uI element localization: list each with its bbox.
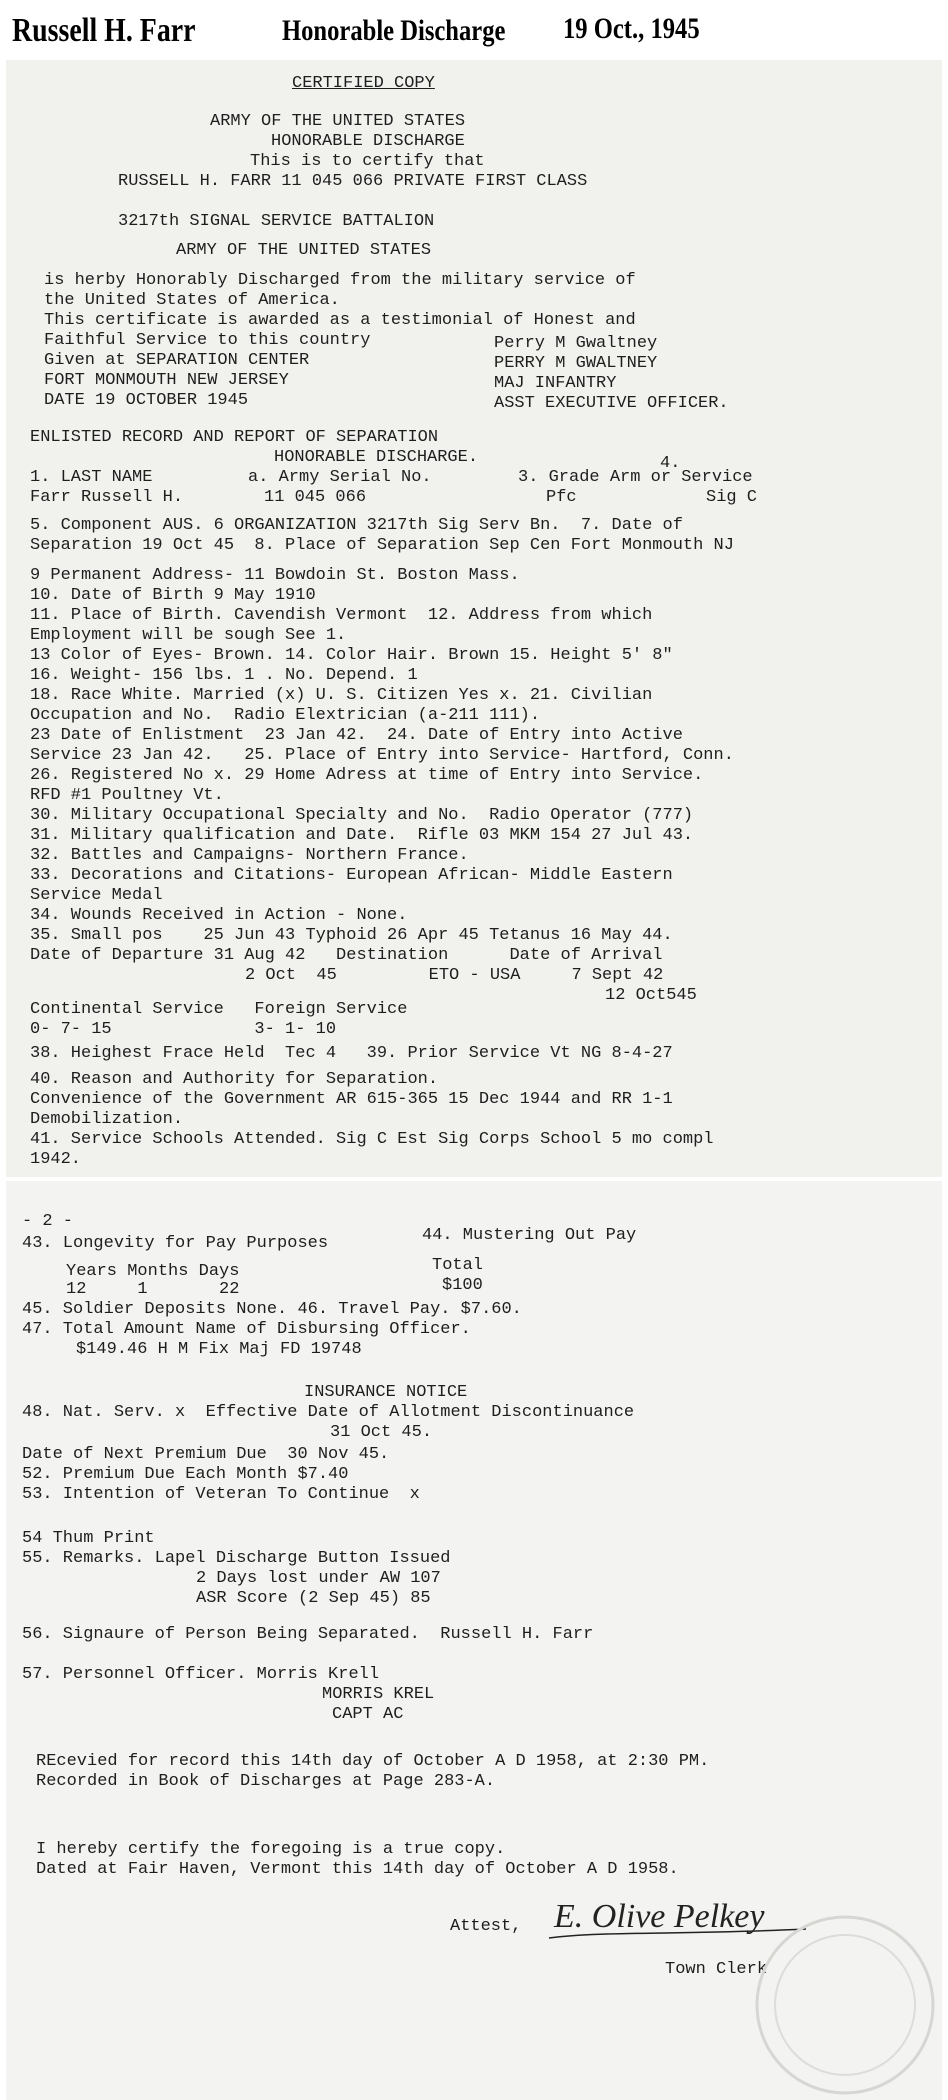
record-line: 47. Total Amount Name of Disbursing Officer. [22, 1320, 471, 1339]
record-line: Service Medal [30, 886, 163, 905]
insurance-heading: INSURANCE NOTICE [304, 1383, 468, 1402]
cert-paragraph-line: FORT MONMOUTH NEW JERSEY [44, 371, 289, 390]
certify-line: This is to certify that [250, 152, 485, 171]
header-name: Russell H. Farr [12, 12, 196, 49]
signer-signature: Perry M Gwaltney [494, 334, 658, 353]
attest-label: Attest, [450, 1917, 522, 1936]
record-value: Pfc [546, 488, 577, 507]
record-line: 13 Color of Eyes- Brown. 14. Color Hair. Brown 15. Height 5' 8" [30, 646, 673, 665]
record-line: 16. Weight- 156 lbs. 1 . No. Depend. 1 [30, 666, 418, 685]
record-line: 35. Small pos 25 Jun 43 Typhoid 26 Apr 45 Tetanus 16 May 44. [30, 926, 673, 945]
record-line: 57. Personnel Officer. Morris Krell [22, 1665, 380, 1684]
record-line: Continental Service Foreign Service [30, 1000, 408, 1019]
signature-text: E. Olive Pelkey [554, 1898, 765, 1935]
cert-paragraph-line: Faithful Service to this country [44, 331, 371, 350]
record-line: 9 Permanent Address- 11 Bowdoin St. Boston Mass. [30, 566, 520, 585]
record-line: 55. Remarks. Lapel Discharge Button Issued [22, 1549, 451, 1568]
signer-rank: MAJ INFANTRY [494, 374, 617, 393]
cert-paragraph-line: DATE 19 OCTOBER 1945 [44, 391, 249, 410]
record-line: 56. Signaure of Person Being Separated. Russell H. Farr [22, 1625, 594, 1644]
signer-name: PERRY M GWALTNEY [494, 354, 658, 373]
record-line: Convenience of the Government AR 615-365 15 Dec 1944 and RR 1-1 [30, 1090, 673, 1109]
record-line: 52. Premium Due Each Month $7.40 [22, 1465, 349, 1484]
record-value: Sig C [706, 488, 758, 507]
record-line: 0- 7- 15 3- 1- 10 [30, 1020, 337, 1039]
record-line: 23 Date of Enlistment 23 Jan 42. 24. Date of Entry into Active [30, 726, 683, 745]
record-line: Date of Next Premium Due 30 Nov 45. [22, 1445, 390, 1464]
header-date: 19 Oct., 1945 [563, 12, 700, 45]
record-line: 43. Longevity for Pay Purposes [22, 1234, 329, 1253]
record-line: 2 Days lost under AW 107 [196, 1569, 441, 1588]
name-serial-line: RUSSELL H. FARR 11 045 066 PRIVATE FIRST CLASS [118, 172, 588, 191]
signer-title: ASST EXECUTIVE OFFICER. [494, 394, 729, 413]
record-line: 34. Wounds Received in Action - None. [30, 906, 408, 925]
record-line: 31 Oct 45. [330, 1423, 433, 1442]
record-line: Years Months Days [66, 1262, 240, 1281]
record-line: I hereby certify the foregoing is a true copy. [36, 1840, 506, 1859]
record-line: 32. Battles and Campaigns- Northern France. [30, 846, 469, 865]
record-line: 40. Reason and Authority for Separation. [30, 1070, 439, 1089]
record-line: 48. Nat. Serv. x Effective Date of Allotment Discontinuance [22, 1403, 635, 1422]
record-line: 54 Thum Print [22, 1529, 155, 1548]
enlisted-record-heading: ENLISTED RECORD AND REPORT OF SEPARATION [30, 428, 439, 447]
army-line: ARMY OF THE UNITED STATES [176, 241, 432, 260]
record-label: 3. Grade Arm or Service [518, 468, 753, 487]
page-header [0, 0, 948, 56]
cert-paragraph-line: This certificate is awarded as a testimonial of Honest and [44, 311, 636, 330]
record-line: 41. Service Schools Attended. Sig C Est Sig Corps School 5 mo compl [30, 1130, 714, 1149]
record-line: MORRIS KREL [322, 1685, 435, 1704]
record-line: 11. Place of Birth. Cavendish Vermont 12. Address from which [30, 606, 653, 625]
cert-paragraph-line: is herby Honorably Discharged from the military service of [44, 271, 636, 290]
battalion-line: 3217th SIGNAL SERVICE BATTALION [118, 212, 435, 231]
record-line: REcevied for record this 14th day of October A D 1958, at 2:30 PM. [36, 1752, 710, 1771]
record-line: Separation 19 Oct 45 8. Place of Separation Sep Cen Fort Monmouth NJ [30, 536, 734, 555]
record-line: 30. Military Occupational Specialty and No. Radio Operator (777) [30, 806, 694, 825]
field-number: 4. [660, 454, 681, 473]
cert-paragraph-line: the United States of America. [44, 291, 340, 310]
record-label: a. Army Serial No. [248, 468, 432, 487]
record-line: $100 [442, 1276, 483, 1295]
discharge-subheading: HONORABLE DISCHARGE. [274, 448, 479, 467]
record-line: Recorded in Book of Discharges at Page 283-A. [36, 1772, 496, 1791]
record-line: RFD #1 Poultney Vt. [30, 786, 224, 805]
discharge-heading: HONORABLE DISCHARGE [271, 132, 465, 151]
record-line: 31. Military qualification and Date. Rifle 03 MKM 154 27 Jul 43. [30, 826, 694, 845]
cert-paragraph-line: Given at SEPARATION CENTER [44, 351, 310, 370]
record-line: 10. Date of Birth 9 May 1910 [30, 586, 316, 605]
record-value: 11 045 066 [264, 488, 367, 507]
header-title: Honorable Discharge [282, 14, 506, 47]
record-line: 12 1 22 [66, 1280, 240, 1299]
record-line: Total [432, 1256, 484, 1275]
record-value: Farr Russell H. [30, 488, 184, 507]
record-line: 45. Soldier Deposits None. 46. Travel Pay. $7.60. [22, 1300, 522, 1319]
certified-copy-heading: CERTIFIED COPY [292, 74, 435, 93]
record-line: ASR Score (2 Sep 45) 85 [196, 1589, 431, 1608]
record-label: 1. LAST NAME [30, 468, 153, 487]
record-line: 2 Oct 45 ETO - USA 7 Sept 42 [245, 966, 664, 985]
record-line: 26. Registered No x. 29 Home Adress at time of Entry into Service. [30, 766, 704, 785]
record-line: 33. Decorations and Citations- European African- Middle Eastern [30, 866, 673, 885]
record-line: 12 Oct545 [605, 986, 697, 1005]
record-line: Dated at Fair Haven, Vermont this 14th day of October A D 1958. [36, 1860, 679, 1879]
record-line: Employment will be sough See 1. [30, 626, 347, 645]
record-line: $149.46 H M Fix Maj FD 19748 [76, 1340, 362, 1359]
record-line: 44. Mustering Out Pay [422, 1226, 637, 1245]
town-clerk-label: Town Clerk [665, 1960, 768, 1979]
record-line: 1942. [30, 1150, 82, 1169]
record-line: Service 23 Jan 42. 25. Place of Entry into Service- Hartford, Conn. [30, 746, 734, 765]
record-line: 5. Component AUS. 6 ORGANIZATION 3217th Sig Serv Bn. 7. Date of [30, 516, 683, 535]
record-line: 18. Race White. Married (x) U. S. Citizen Yes x. 21. Civilian [30, 686, 653, 705]
record-line: Demobilization. [30, 1110, 184, 1129]
record-line: 53. Intention of Veteran To Continue x [22, 1485, 420, 1504]
town-seal [735, 1905, 935, 2095]
page-number: - 2 - [22, 1212, 74, 1231]
record-line: CAPT AC [332, 1705, 404, 1724]
record-line: 38. Heighest Frace Held Tec 4 39. Prior Service Vt NG 8-4-27 [30, 1044, 673, 1063]
army-heading: ARMY OF THE UNITED STATES [210, 112, 466, 131]
record-line: Occupation and No. Radio Elextrician (a-211 111). [30, 706, 541, 725]
record-line: Date of Departure 31 Aug 42 Destination Date of Arrival [30, 946, 663, 965]
